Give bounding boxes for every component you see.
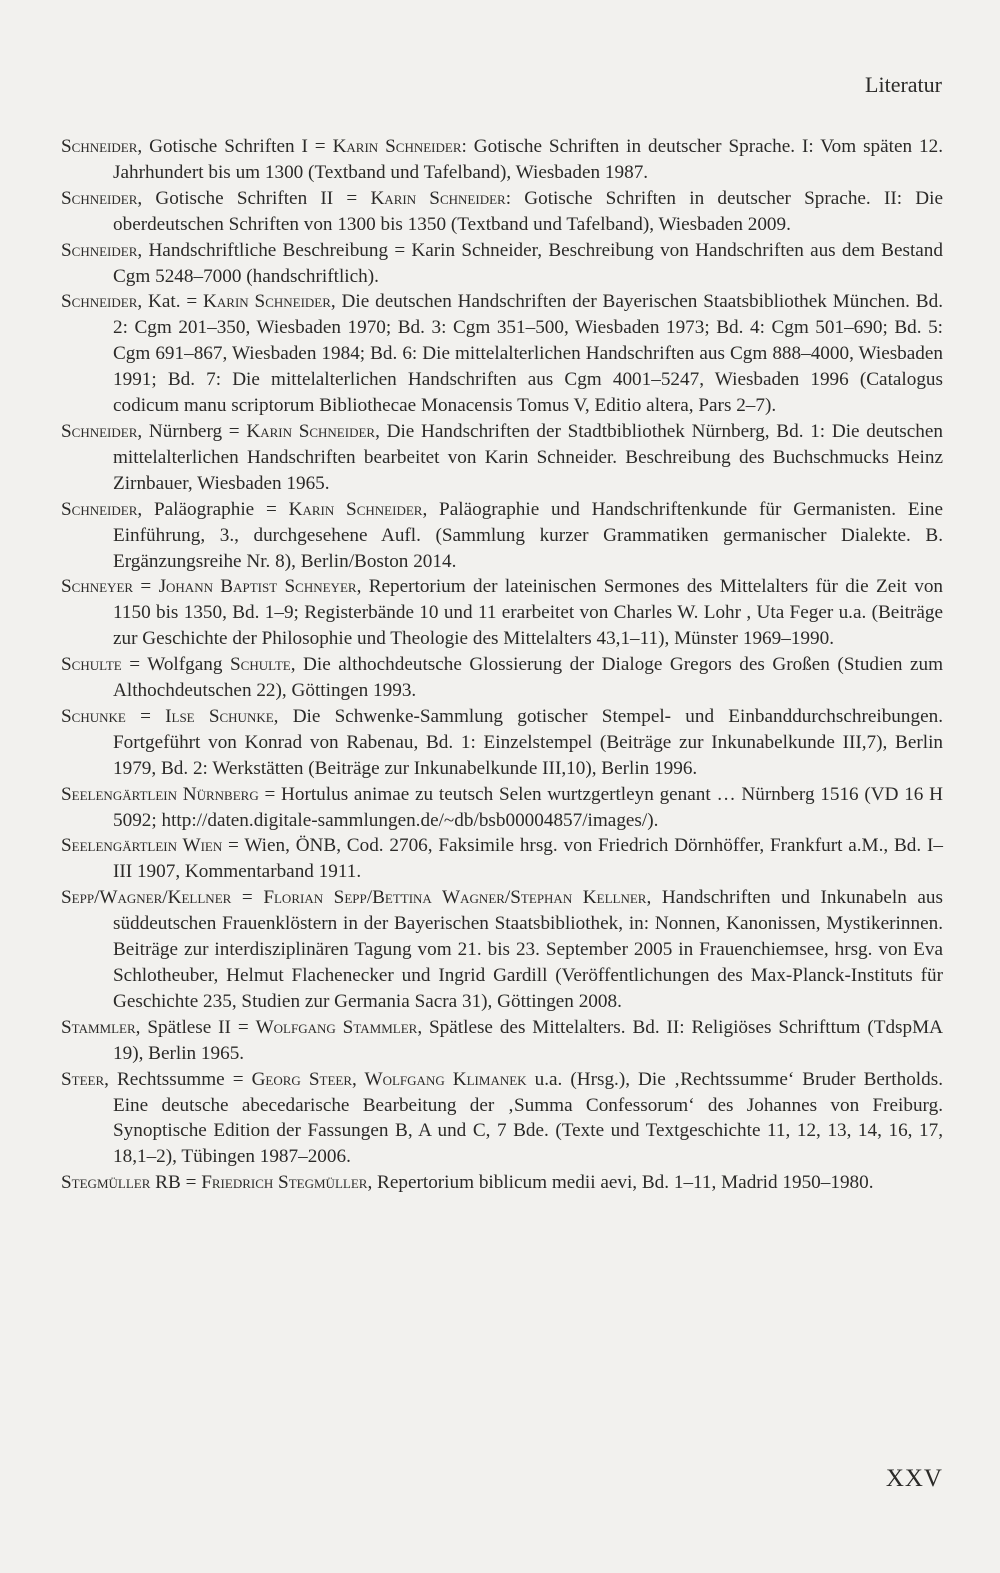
entry-rest: , Gotische Schriften I = xyxy=(137,136,333,157)
entry-text: , Handschriften und Inkunabeln aus süddeutschen Frauenklöstern in der Bayerischen Staatsbibliothek, in: Nonnen, Kanonissen, Mystikerinnen. Beiträge zur interdisziplinären Tagung vom 21. bis 23. September 2005 in Frauenchiemsee, hrsg. von Eva Schlotheuber, Helmut Flachenecker und Ingrid Gardill (Veröffentlichungen des Max-Planck-Instituts für Geschichte 235, Studien zur Germania Sacra 31), Göttingen 2008. xyxy=(113,887,943,1012)
entry-rest: , Spätlese II = xyxy=(135,1016,256,1038)
entry-author: Karin Schneider xyxy=(203,291,331,313)
entry-rest: = Hortulus animae zu teutsch Selen wurtzgertleyn genant … Nürnberg 1516 (VD 16 H 5092; http://daten.digitale-sammlungen.de/~db/bsb00004857/images/). xyxy=(113,783,943,831)
bibliography-entry xyxy=(61,419,943,497)
entry-key: Schulte xyxy=(61,654,122,676)
entry-key: Seelengärtlein Nürnberg xyxy=(61,783,259,805)
entry-text: , Paläographie und Handschriftenkunde für Germanisten. Eine Einführung, 3., durchgesehene Aufl. (Sammlung kurzer Grammatiken germanischer Dialekte. B. Ergänzungsreihe Nr. 8), Berlin/Boston 2014. xyxy=(113,498,943,572)
entry-key: Schneider xyxy=(61,291,138,313)
bibliography-entry xyxy=(61,497,943,575)
entry-text: , Die deutschen Handschriften der Bayerischen Staatsbibliothek München. Bd. 2: Cgm 201–350, Wiesbaden 1970; Bd. 3: Cgm 351–500, Wiesbaden 1973; Bd. 4: Cgm 501–690; Bd. 5: Cgm 691–867, Wiesbaden 1984; Bd. 6: Die mittelalterlichen Handschriften aus Cgm 888–4000, Wiesbaden 1991; Bd. 7: Die mittelalterlichen Handschriften aus Cgm 4001–5247, Wiesbaden 1996 (Catalogus codicum manu scriptorum Bibliothecae Monacensis Tomus V, Editio altera, Pars 2–7). xyxy=(113,291,943,417)
entry-text: : Gotische Schriften in deutscher Sprache. I: Vom späten 12. Jahrhundert bis um 1300 (Textband und Tafelband), Wiesbaden 1987. xyxy=(113,136,944,183)
entry-key: Schneyer xyxy=(61,576,134,598)
bibliography-entry xyxy=(61,1015,943,1067)
entry-author: Karin Schneider xyxy=(246,420,376,442)
entry-key: Schneider xyxy=(61,136,138,157)
entry-text: , Die Handschriften der Stadtbibliothek Nürnberg, Bd. 1: Die deutschen mittelalterlichen Handschriften bearbeitet von Karin Schneider. Beschreibung des Buchschmucks Heinz Zirnbauer, Wiesbaden 1965. xyxy=(113,420,943,494)
entry-rest: , Nürnberg = xyxy=(137,420,247,442)
entry-author: Friedrich Stegmüller xyxy=(201,1172,368,1194)
bibliography-entry xyxy=(61,186,943,238)
entry-rest: = xyxy=(231,887,264,909)
entry-key: Schneider xyxy=(61,498,138,520)
entry-text: , Spätlese des Mittelalters. Bd. II: Religiöses Schrifttum (TdspMA 19), Berlin 1965. xyxy=(113,1016,944,1064)
bibliography-entry xyxy=(61,1067,943,1171)
entry-text: , Die althochdeutsche Glossierung der Dialoge Gregors des Großen (Studien zum Althochdeutschen 22), Göttingen 1993. xyxy=(113,654,943,702)
entry-author: Karin Schneider xyxy=(332,136,462,157)
entry-key: Stegmüller RB xyxy=(61,1172,181,1194)
entry-rest: = Wolfgang xyxy=(121,654,230,676)
entry-text: , Repertorium der lateinischen Sermones des Mittelalters für die Zeit von 1150 bis 1350, Bd. 1–9; Registerbände 10 und 11 erarbeitet von Charles W. Lohr , Uta Feger u.a. (Beiträge zur Geschichte der Philosophie und Theologie des Mittelalters 43,1–11), Münster 1969–1990. xyxy=(113,576,944,650)
entry-text: , Die Schwenke-Sammlung gotischer Stempel- und Einbanddurchschreibungen. Fortgeführt von Konrad von Rabenau, Bd. 1: Einzelstempel (Beiträge zur Inkunabelkunde III,7), Berlin 1979, Bd. 2: Werkstätten (Beiträge zur Inkunabelkunde III,10), Berlin 1996. xyxy=(113,705,943,779)
bibliography-entry xyxy=(61,885,943,1015)
entry-author: Karin Schneider xyxy=(370,187,506,209)
entry-text: : Gotische Schriften in deutscher Sprache. II: Die oberdeutschen Schriften von 1300 bis 1350 (Textband und Tafelband), Wiesbaden 2009. xyxy=(113,187,943,235)
entry-key: Schneider xyxy=(61,187,138,209)
entry-author: Wolfgang Stammler xyxy=(255,1016,418,1038)
entry-key: Stammler xyxy=(61,1016,136,1038)
bibliography-entry xyxy=(61,1170,943,1196)
entry-author: Schulte xyxy=(229,654,291,676)
entry-author: Georg Steer, Wolfgang Klimanek xyxy=(251,1068,527,1090)
entry-rest: , Handschriftliche Beschreibung = Karin Schneider, Beschreibung von Handschriften aus dem Bestand Cgm 5248–7000 (handschriftlich). xyxy=(113,239,943,287)
bibliography-entry xyxy=(61,782,943,834)
entry-key: Schunke xyxy=(61,705,126,727)
entry-text: , Repertorium biblicum medii aevi, Bd. 1–11, Madrid 1950–1980. xyxy=(367,1172,874,1194)
entry-key: Sepp/Wagner/Kellner xyxy=(61,887,232,909)
entry-author: Ilse Schunke xyxy=(165,705,274,727)
bibliography-entry xyxy=(61,289,943,419)
entry-key: Seelengärtlein Wien xyxy=(61,835,223,857)
entry-author: Karin Schneider xyxy=(288,498,423,520)
running-header: Literatur xyxy=(865,72,942,97)
bibliography-entry xyxy=(61,238,943,290)
entry-rest: , Paläographie = xyxy=(137,498,289,520)
entry-text: u.a. (Hrsg.), Die ‚Rechtssumme‘ Bruder Bertholds. Eine deutsche abecedarische Bearbeitung der ‚Summa Confessorum‘ des Johannes von Freiburg. Synoptische Edition der Fassungen B, A und C, 7 Bde. (Texte und Textgeschichte 11, 12, 13, 14, 16, 17, 18,1–2), Tübingen 1987–2006. xyxy=(113,1068,943,1168)
bibliography-entry xyxy=(61,574,943,652)
bibliography-entry xyxy=(61,652,943,704)
bibliography-list xyxy=(61,134,943,1196)
entry-rest: = xyxy=(133,576,159,598)
bibliography-entry xyxy=(61,704,943,782)
entry-rest: = xyxy=(180,1172,202,1194)
entry-author: Florian Sepp/Bettina Wagner/Stephan Kellner xyxy=(263,887,647,909)
entry-key: Schneider xyxy=(61,420,138,442)
page-number: XXV xyxy=(885,1465,943,1492)
bibliography-entry xyxy=(61,833,943,885)
entry-rest: = xyxy=(125,705,166,727)
entry-key: Steer xyxy=(61,1068,105,1090)
bibliography-entry xyxy=(61,134,943,186)
entry-rest: , Rechtssumme = xyxy=(104,1068,252,1090)
entry-author: Johann Baptist Schneyer xyxy=(158,576,357,598)
entry-rest: , Gotische Schriften II = xyxy=(137,187,371,209)
entry-rest: = Wien, ÖNB, Cod. 2706, Faksimile hrsg. von Friedrich Dörnhöffer, Frankfurt a.M., Bd. I–III 1907, Kommentarband 1911. xyxy=(113,835,943,883)
entry-key: Schneider xyxy=(61,239,138,261)
entry-rest: , Kat. = xyxy=(137,291,204,313)
